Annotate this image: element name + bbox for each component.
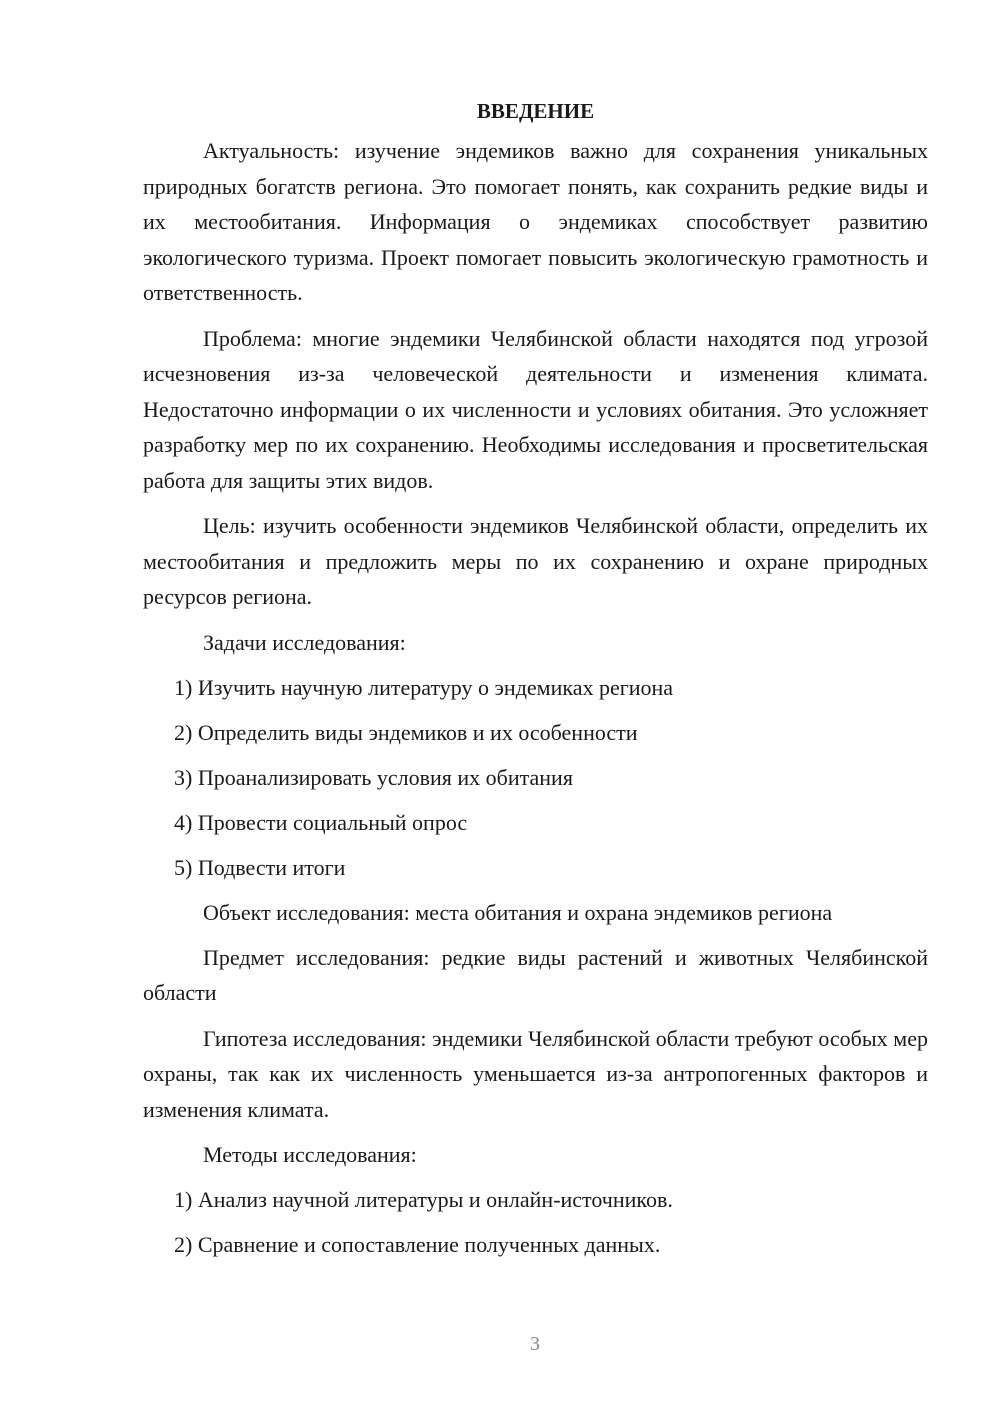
task-item: 4) Провести социальный опрос xyxy=(174,809,468,835)
research-hypothesis: Гипотеза исследования: эндемики Челябинской области требуют особых мер охраны, так как их численность уменьшается из-за антропогенных факторов и изменения климата. xyxy=(143,1025,928,1122)
task-item: 2) Определить виды эндемиков и их особенности xyxy=(174,719,638,745)
page-title: ВВЕДЕНИЕ xyxy=(476,99,595,123)
tasks-heading: Задачи исследования: xyxy=(203,629,406,655)
page-number: 3 xyxy=(530,1333,540,1355)
task-item: 3) Проанализировать условия их обитания xyxy=(174,764,573,790)
methods-heading: Методы исследования: xyxy=(203,1142,417,1167)
relevance-paragraph: Актуальность: изучение эндемиков важно для сохранения уникальных природных богатств региона. Это помогает понять, как сохранить редкие виды и их местообитания. Информация о эндемиках способствует развитию экологического туризма. Проект помогает повысить экологическую грамотность и ответственность. xyxy=(143,138,928,305)
method-item: 1) Анализ научной литературы и онлайн-источников. xyxy=(174,1187,673,1212)
goal-paragraph: Цель: изучить особенности эндемиков Челябинской области, определить их местообитания и предложить меры по их сохранению и охране природных ресурсов региона. xyxy=(143,513,928,609)
document-page xyxy=(143,96,928,1272)
method-item: 2) Сравнение и сопоставление полученных данных. xyxy=(174,1232,661,1257)
task-item: 1) Изучить научную литературу о эндемиках региона xyxy=(174,674,674,700)
problem-paragraph: Проблема: многие эндемики Челябинской области находятся под угрозой исчезновения из-за человеческой деятельности и изменения климата. Недостаточно информации о их численности и условиях обитания. Это усложняет разработку мер по их сохранению. Необходимы исследования и просветительская работа для защиты этих видов. xyxy=(143,325,928,493)
task-item: 5) Подвести итоги xyxy=(174,854,346,880)
research-subject: Предмет исследования: редкие виды растений и животных Челябинской области xyxy=(143,944,928,1005)
research-object: Объект исследования: места обитания и охрана эндемиков региона xyxy=(203,899,833,925)
